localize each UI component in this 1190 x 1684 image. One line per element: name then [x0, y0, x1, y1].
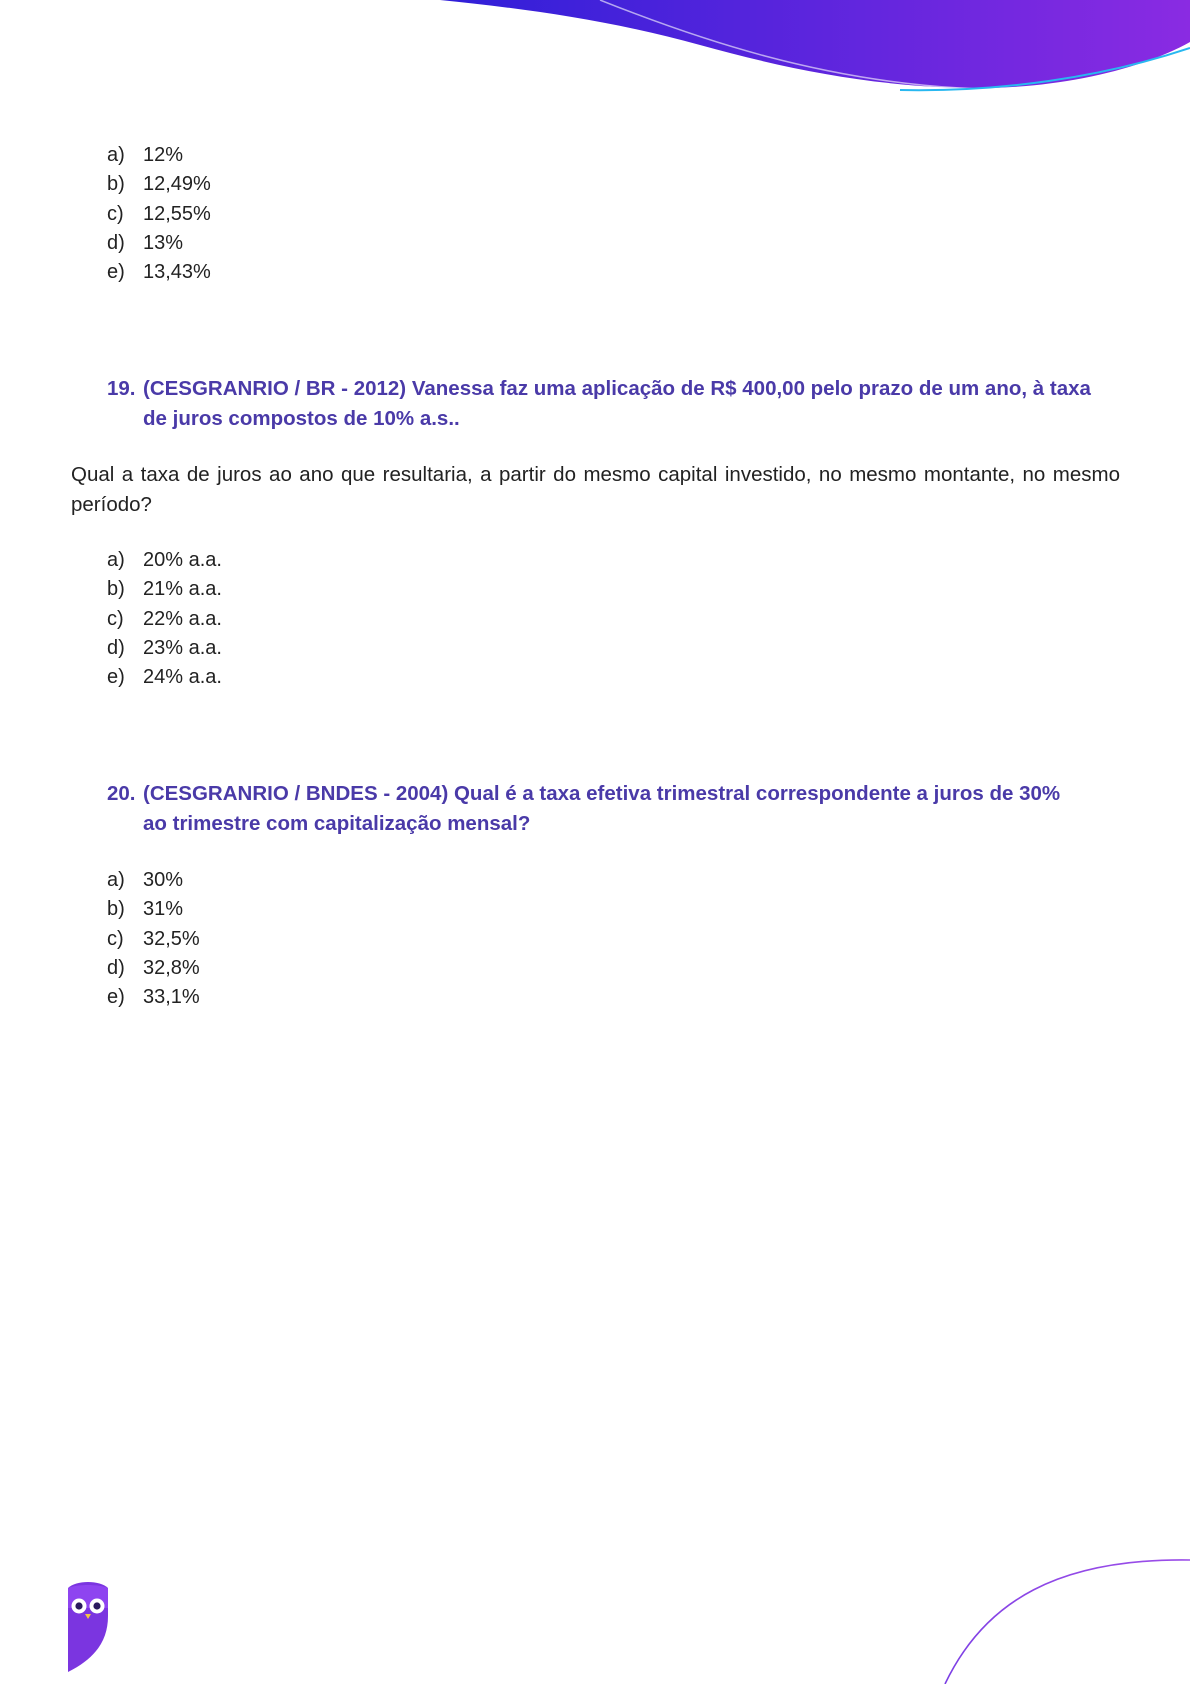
option-e: e) 33,1%: [107, 986, 200, 1009]
question-19-text: Qual a taxa de juros ao ano que resultaria, a partir do mesmo capital investido, no mesmo montante, no mesmo período?: [71, 463, 1120, 516]
option-e: e) 13,43%: [107, 261, 211, 284]
answer-options-20: [107, 866, 200, 1012]
footer-curve-decoration: [0, 1540, 1190, 1684]
option-b: b) 12,49%: [107, 173, 211, 196]
option-c: c) 32,5%: [107, 927, 200, 950]
question-19-title: 19. (CESGRANRIO / BR - 2012) Vanessa faz uma aplicação de R$ 400,00 pelo prazo de um ano, à taxa de juros compostos de 10% a.s..: [107, 377, 1091, 430]
option-a: a) 20% a.a.: [107, 549, 222, 571]
option-c: c) 12,55%: [107, 202, 211, 225]
question-20-title: 20. (CESGRANRIO / BNDES - 2004) Qual é a taxa efetiva trimestral correspondente a juros de 30% ao trimestre com capitalização mensal?: [107, 782, 1061, 835]
option-b: b) 31%: [107, 898, 184, 921]
option-a: a) 30%: [107, 869, 184, 891]
option-d: d) 13%: [107, 231, 184, 254]
option-b: b) 21% a.a.: [107, 578, 222, 601]
option-a: a) 12%: [107, 144, 184, 166]
header-wave-decoration: [0, 0, 1190, 110]
answer-options-previous: [107, 141, 211, 287]
option-c: c) 22% a.a.: [107, 607, 222, 630]
answer-options-19: [107, 546, 222, 692]
option-e: e) 24% a.a.: [107, 666, 222, 689]
option-d: d) 23% a.a.: [107, 636, 222, 659]
option-d: d) 32,8%: [107, 956, 200, 979]
owl-icon: [62, 1578, 114, 1674]
